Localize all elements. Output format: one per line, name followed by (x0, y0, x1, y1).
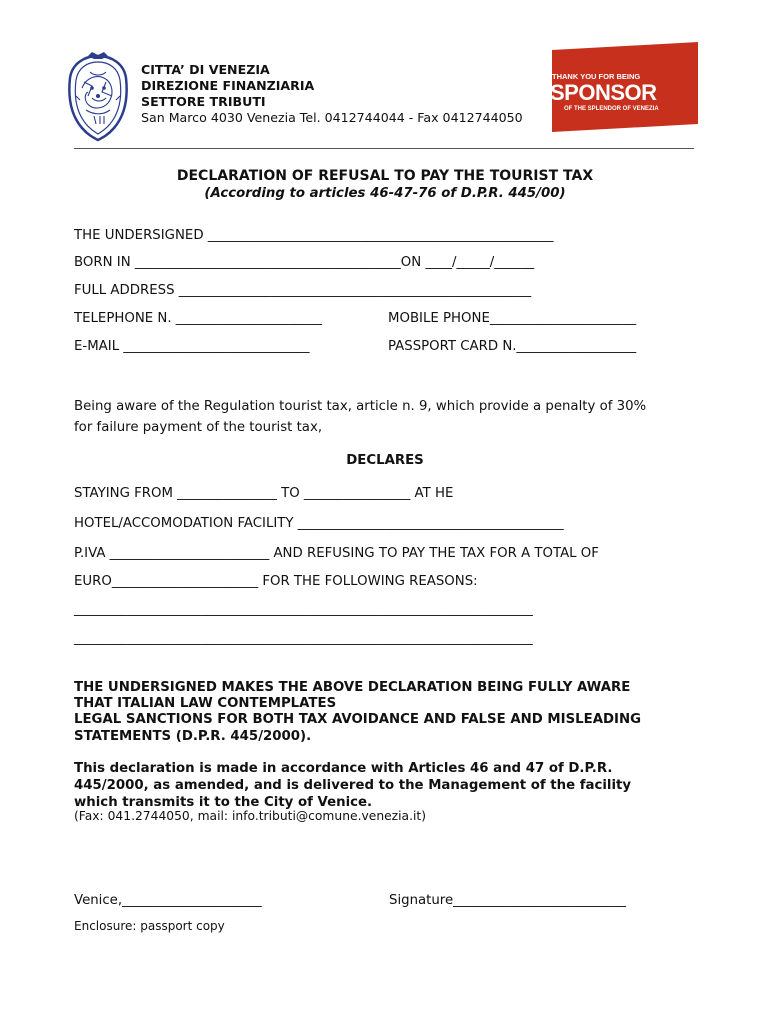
header-divider (74, 148, 694, 149)
warning-line-4: STATEMENTS (D.P.R. 445/2000). (74, 729, 312, 744)
venezia-crest-logo (62, 52, 134, 142)
venice-date-field[interactable]: Venice,_____________________ (74, 893, 262, 908)
svg-text:SPONSOR: SPONSOR (550, 80, 657, 105)
declaration-note-line-3: which transmits it to the City of Venice. (74, 795, 373, 810)
department-name: DIREZIONE FINANZIARIA (141, 78, 315, 93)
email-field[interactable]: E-MAIL ____________________________ (74, 339, 310, 354)
city-name: CITTA’ DI VENEZIA (141, 62, 270, 77)
declares-heading: DECLARES (346, 453, 424, 468)
piva-field[interactable]: P.IVA ________________________ AND REFUSING TO PAY THE TAX FOR A TOTAL OF (74, 546, 599, 561)
full-address-field[interactable]: FULL ADDRESS _____________________________________________________ (74, 283, 532, 298)
euro-field[interactable]: EURO______________________ FOR THE FOLLOWING REASONS: (74, 574, 478, 589)
office-address: San Marco 4030 Venezia Tel. 0412744044 - Fax 0412744050 (141, 110, 523, 125)
enclosure-note: Enclosure: passport copy (74, 919, 225, 933)
undersigned-field[interactable]: THE UNDERSIGNED ____________________________________________________ (74, 228, 554, 243)
svg-text:OF THE SPLENDOR OF VENEZIA: OF THE SPLENDOR OF VENEZIA (564, 106, 659, 112)
warning-line-2: THAT ITALIAN LAW CONTEMPLATES (74, 696, 337, 711)
declaration-note-line-1: This declaration is made in accordance with Articles 46 and 47 of D.P.R. (74, 761, 613, 776)
reason-line-1[interactable]: _____________________________________________________________________ (74, 602, 533, 617)
svg-text:THANK YOU FOR BEING: THANK YOU FOR BEING (552, 72, 641, 81)
sponsor-logo (548, 42, 698, 132)
telephone-field[interactable]: TELEPHONE N. ______________________ (74, 311, 323, 326)
awareness-text-line-2: for failure payment of the tourist tax, (74, 420, 323, 435)
warning-line-3: LEGAL SANCTIONS FOR BOTH TAX AVOIDANCE AND FALSE AND MISLEADING (74, 712, 642, 727)
office-name: SETTORE TRIBUTI (141, 94, 266, 109)
signature-field[interactable]: Signature__________________________ (389, 893, 627, 908)
document-title: DECLARATION OF REFUSAL TO PAY THE TOURIST TAX (176, 168, 594, 184)
fax-mail-line: (Fax: 041.2744050, mail: info.tributi@comune.venezia.it) (74, 809, 427, 823)
staying-dates-field[interactable]: STAYING FROM _______________ TO ________________ AT HE (74, 486, 454, 501)
hotel-facility-field[interactable]: HOTEL/ACCOMODATION FACILITY ________________________________________ (74, 516, 564, 531)
born-in-field[interactable]: BORN IN ________________________________________ON ____/_____/______ (74, 255, 535, 270)
document-subtitle: (According to articles 46-47-76 of D.P.R. 445/00) (204, 186, 566, 201)
passport-field[interactable]: PASSPORT CARD N.__________________ (388, 339, 637, 354)
mobile-phone-field[interactable]: MOBILE PHONE______________________ (388, 311, 637, 326)
awareness-text-line-1: Being aware of the Regulation tourist tax, article n. 9, which provide a penalty of 30% (74, 399, 647, 414)
warning-line-1: THE UNDERSIGNED MAKES THE ABOVE DECLARATION BEING FULLY AWARE (74, 680, 631, 695)
declaration-note-line-2: 445/2000, as amended, and is delivered to the Management of the facility (74, 778, 632, 793)
reason-line-2[interactable]: _____________________________________________________________________ (74, 631, 533, 646)
